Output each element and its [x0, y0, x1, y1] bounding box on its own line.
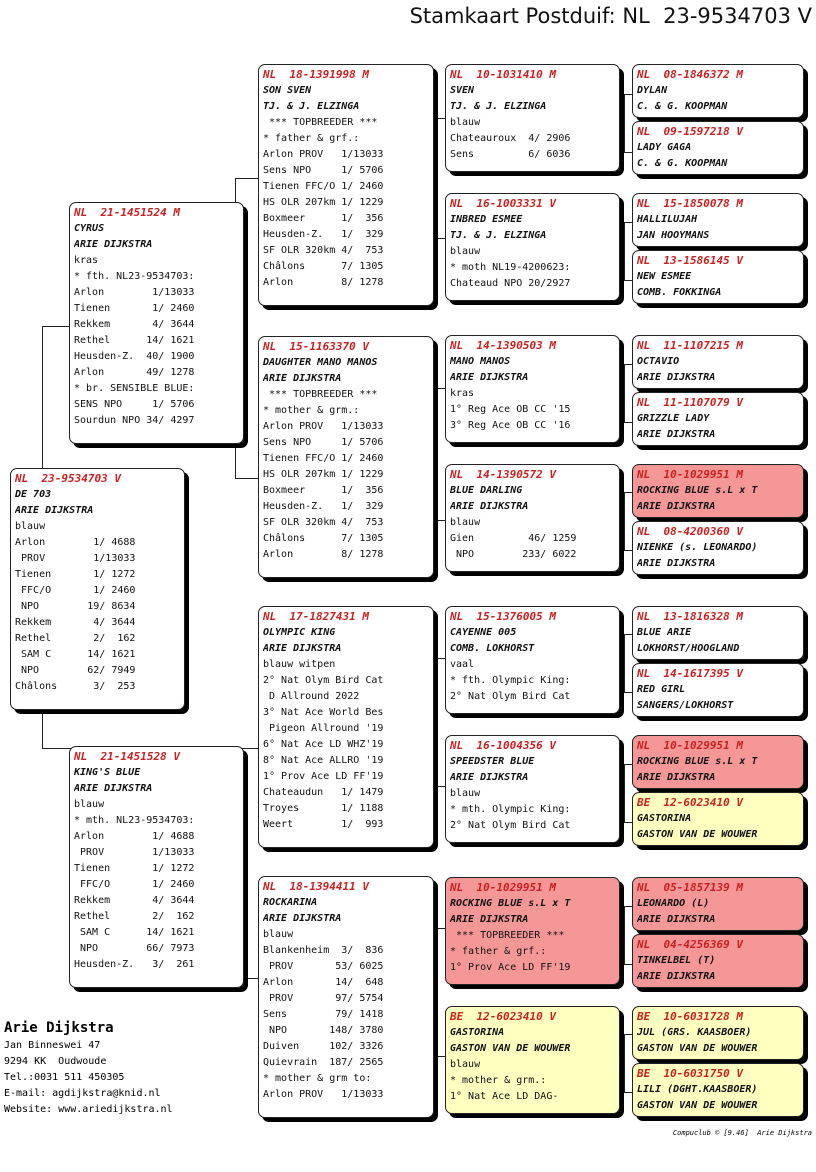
pigeon-card-mffm [632, 663, 804, 717]
breeder-name: TJ. & J. ELZINGA [450, 101, 547, 112]
pigeon-card-ffff [632, 64, 804, 118]
info-line: Pigeon Allround '19 [263, 723, 384, 734]
pigeon-card-mmmm [632, 1063, 804, 1117]
info-line: * br. SENSIBLE BLUE: [74, 383, 195, 394]
info-line: PROV 53/ 6025 [263, 961, 384, 972]
info-line: Tienen FFC/O 1/ 2460 [263, 181, 384, 192]
ring-number: BE 12-6023410 V [637, 796, 743, 809]
pigeon-card-mmfm [632, 934, 804, 988]
info-line: * fth. NL23-9534703: [74, 271, 195, 282]
pigeon-card-mmf [445, 877, 620, 985]
pigeon-card-fm [258, 336, 434, 578]
info-line: *** TOPBREEDER *** [263, 117, 378, 128]
pigeon-card-fmm [445, 464, 620, 572]
pigeon-name: KING'S BLUE [74, 767, 141, 778]
pigeon-card-fff [445, 64, 620, 172]
pigeon-name: OLYMPIC KING [263, 627, 336, 638]
info-line: Chateauroux 4/ 2906 [450, 133, 571, 144]
ring-number: BE 10-6031728 M [637, 1010, 743, 1023]
pigeon-name: NIENKE (s. LEONARDO) [637, 542, 758, 553]
info-line: PROV 1/13033 [15, 553, 136, 564]
ring-number: NL 08-4200360 V [637, 525, 743, 538]
pigeon-card-fmfm [632, 392, 804, 446]
owner-contact [4, 1018, 173, 1118]
info-line: PROV 97/ 5754 [263, 993, 384, 1004]
owner-address: Jan Binneswei 47 [4, 1040, 101, 1051]
info-line: Rethel 2/ 162 [15, 633, 136, 644]
info-line: blauw [450, 246, 481, 257]
info-line: * father & grf.: [450, 946, 547, 957]
pigeon-name: GRIZZLE LADY [637, 413, 710, 424]
ring-number: NL 17-1827431 M [263, 610, 369, 623]
ring-number: NL 09-1597218 V [637, 125, 743, 138]
pigeon-name: OCTAVIO [637, 356, 680, 367]
info-line: Arlon 1/ 4688 [15, 537, 136, 548]
info-line: * mother & grm.: [263, 405, 360, 416]
breeder-name: ARIE DIJKSTRA [74, 783, 153, 794]
info-line: SAM C 14/ 1621 [74, 927, 195, 938]
pigeon-card-mmff [632, 877, 804, 931]
breeder-name: GASTON VAN DE WOUWER [637, 1100, 758, 1111]
info-line: kras [74, 255, 99, 266]
info-line: Duiven 102/ 3326 [263, 1041, 384, 1052]
info-line: SF OLR 320km 4/ 753 [263, 517, 384, 528]
pigeon-name: DAUGHTER MANO MANOS [263, 357, 378, 368]
breeder-name: ARIE DIJKSTRA [637, 501, 716, 512]
info-line: NPO 233/ 6022 [450, 549, 577, 560]
ring-number: NL 18-1391998 M [263, 68, 369, 81]
owner-city: 9294 KK Oudwoude [4, 1056, 107, 1067]
info-line: vaal [450, 659, 475, 670]
pigeon-card-fmff [632, 335, 804, 389]
info-line: Arlon 8/ 1278 [263, 277, 384, 288]
pigeon-card-fffm [632, 121, 804, 175]
info-line: * fth. Olympic King: [450, 675, 571, 686]
info-line: Arlon PROV 1/13033 [263, 421, 384, 432]
info-line: blauw [74, 799, 105, 810]
info-line: * mth. NL23-9534703: [74, 815, 195, 826]
footer-credit: Compuclub © [9.46] Arie Dijkstra [672, 1129, 812, 1137]
breeder-name: GASTON VAN DE WOUWER [637, 829, 758, 840]
pigeon-name: BLUE DARLING [450, 485, 523, 496]
info-line: * mother & grm.: [450, 1075, 547, 1086]
breeder-name: LOKHORST/HOOGLAND [637, 643, 740, 654]
breeder-name: ARIE DIJKSTRA [263, 913, 342, 924]
pigeon-name: TINKELBEL (T) [637, 955, 716, 966]
info-line: Heusden-Z. 40/ 1900 [74, 351, 195, 362]
ring-number: NL 11-1107215 M [637, 339, 743, 352]
info-line: Boxmeer 1/ 356 [263, 213, 384, 224]
info-line: blauw [263, 929, 294, 940]
breeder-name: GASTON VAN DE WOUWER [637, 1043, 758, 1054]
breeder-name: ARIE DIJKSTRA [450, 772, 529, 783]
info-line: 1° Nat Ace LD DAG- [450, 1091, 559, 1102]
info-line: blauw [450, 117, 481, 128]
info-line: Heusden-Z. 1/ 329 [263, 501, 384, 512]
info-line: Arlon 1/ 4688 [74, 831, 195, 842]
info-line: blauw [450, 517, 481, 528]
info-line: Blankenheim 3/ 836 [263, 945, 384, 956]
info-line: Rekkem 4/ 3644 [74, 895, 195, 906]
breeder-name: ARIE DIJKSTRA [263, 643, 342, 654]
info-line: 1° Prov Ace LD FF'19 [263, 771, 384, 782]
info-line: HS OLR 207km 1/ 1229 [263, 197, 384, 208]
pigeon-name: CYRUS [74, 223, 105, 234]
info-line: Châlons 3/ 253 [15, 681, 136, 692]
pigeon-card-father [69, 202, 244, 444]
info-line: Sens NPO 1/ 5706 [263, 437, 384, 448]
info-line: 1° Reg Ace OB CC '15 [450, 404, 571, 415]
owner-email[interactable]: E-mail: agdijkstra@knid.nl [4, 1088, 161, 1099]
breeder-name: GASTON VAN DE WOUWER [450, 1043, 571, 1054]
info-line: Chateaud NPO 20/2927 [450, 278, 571, 289]
pigeon-card-ffmm [632, 250, 804, 304]
info-line: blauw witpen [263, 659, 336, 670]
info-line: * moth NL19-4200623: [450, 262, 571, 273]
breeder-name: TJ. & J. ELZINGA [263, 101, 360, 112]
info-line: 3° Reg Ace OB CC '16 [450, 420, 571, 431]
info-line: SF OLR 320km 4/ 753 [263, 245, 384, 256]
ring-number: NL 11-1107079 V [637, 396, 743, 409]
info-line: Rethel 14/ 1621 [74, 335, 195, 346]
pigeon-name: SVEN [450, 85, 475, 96]
info-line: Chateaudun 1/ 1479 [263, 787, 384, 798]
info-line: Arlon PROV 1/13033 [263, 1089, 384, 1100]
owner-name: Arie Dijkstra [4, 1020, 114, 1036]
ring-number: NL 04-4256369 V [637, 938, 743, 951]
info-line: PROV 1/13033 [74, 847, 195, 858]
pigeon-card-fmf [445, 335, 620, 443]
pigeon-name: ROCKARINA [263, 897, 318, 908]
pigeon-card-fmmm [632, 521, 804, 575]
pigeon-card-mmmf [632, 1006, 804, 1060]
info-line: blauw [15, 521, 46, 532]
pigeon-card-mfmf [632, 735, 804, 789]
pigeon-name: BLUE ARIE [637, 627, 692, 638]
pigeon-name: SPEEDSTER BLUE [450, 756, 535, 767]
info-line: * mth. Olympic King: [450, 804, 571, 815]
breeder-name: ARIE DIJKSTRA [74, 239, 153, 250]
info-line: Boxmeer 1/ 356 [263, 485, 384, 496]
info-line: NPO 62/ 7949 [15, 665, 136, 676]
pigeon-name: ROCKING BLUE s.L x T [637, 485, 758, 496]
info-line: *** TOPBREEDER *** [450, 930, 565, 941]
info-line: kras [450, 388, 475, 399]
pigeon-name: ROCKING BLUE s.L x T [450, 898, 571, 909]
info-line: Tienen 1/ 2460 [74, 303, 195, 314]
pigeon-card-ff [258, 64, 434, 306]
pigeon-name: LILI (DGHT.KAASBOER) [637, 1084, 758, 1095]
info-line: Arlon 49/ 1278 [74, 367, 195, 378]
info-line: 2° Nat Olym Bird Cat [450, 820, 571, 831]
ring-number: NL 15-1163370 V [263, 340, 369, 353]
pigeon-card-subject [10, 468, 185, 710]
pigeon-card-ffm [445, 193, 620, 301]
breeder-name: ARIE DIJKSTRA [637, 772, 716, 783]
info-line: FFC/O 1/ 2460 [15, 585, 136, 596]
pigeon-name: HALLILUJAH [637, 214, 698, 225]
ring-number: NL 10-1029951 M [637, 468, 743, 481]
info-line: NPO 66/ 7973 [74, 943, 195, 954]
breeder-name: C. & G. KOOPMAN [637, 101, 728, 112]
info-line: Tienen 1/ 1272 [15, 569, 136, 580]
info-line: Heusden-Z. 3/ 261 [74, 959, 195, 970]
breeder-name: COMB. FOKKINGA [637, 287, 722, 298]
breeder-name: TJ. & J. ELZINGA [450, 230, 547, 241]
info-line: D Allround 2022 [263, 691, 360, 702]
ring-number: NL 14-1617395 V [637, 667, 743, 680]
info-line: Troyes 1/ 1188 [263, 803, 384, 814]
info-line: Heusden-Z. 1/ 329 [263, 229, 384, 240]
info-line: 6° Nat Ace LD WHZ'19 [263, 739, 384, 750]
info-line: *** TOPBREEDER *** [263, 389, 378, 400]
info-line: 8° Nat Ace ALLRO '19 [263, 755, 384, 766]
ring-number: BE 12-6023410 V [450, 1010, 556, 1023]
ring-number: NL 15-1850078 M [637, 197, 743, 210]
breeder-name: ARIE DIJKSTRA [450, 914, 529, 925]
pigeon-card-mfm [445, 735, 620, 843]
ring-number: NL 10-1029951 M [450, 881, 556, 894]
info-line: Châlons 7/ 1305 [263, 533, 384, 544]
pigeon-name: INBRED ESMEE [450, 214, 523, 225]
breeder-name: ARIE DIJKSTRA [637, 558, 716, 569]
info-line: * father & grf.: [263, 133, 360, 144]
pigeon-card-mmm [445, 1006, 620, 1114]
pigeon-name: LADY GAGA [637, 142, 692, 153]
ring-number: NL 10-1029951 M [637, 739, 743, 752]
owner-phone: Tel.:0031 511 450305 [4, 1072, 125, 1083]
info-line: Arlon PROV 1/13033 [263, 149, 384, 160]
info-line: Rekkem 4/ 3644 [74, 319, 195, 330]
ring-number: NL 14-1390572 V [450, 468, 556, 481]
ring-number: NL 21-1451524 M [74, 206, 180, 219]
info-line: 2° Nat Olym Bird Cat [450, 691, 571, 702]
breeder-name: COMB. LOKHORST [450, 643, 535, 654]
breeder-name: ARIE DIJKSTRA [450, 372, 529, 383]
info-line: NPO 148/ 3780 [263, 1025, 384, 1036]
info-line: Tienen FFC/O 1/ 2460 [263, 453, 384, 464]
pigeon-name: LEONARDO (L) [637, 898, 710, 909]
pigeon-name: JUL (GRS. KAASBOER) [637, 1027, 752, 1038]
info-line: Sens 79/ 1418 [263, 1009, 384, 1020]
info-line: Weert 1/ 993 [263, 819, 384, 830]
pigeon-name: ROCKING BLUE s.L x T [637, 756, 758, 767]
info-line: Gien 46/ 1259 [450, 533, 577, 544]
pigeon-card-mff [445, 606, 620, 714]
ring-number: NL 13-1586145 V [637, 254, 743, 267]
pigeon-card-mf [258, 606, 434, 848]
info-line: HS OLR 207km 1/ 1229 [263, 469, 384, 480]
ring-number: NL 16-1003331 V [450, 197, 556, 210]
info-line: Châlons 7/ 1305 [263, 261, 384, 272]
info-line: * mother & grm to: [263, 1073, 372, 1084]
breeder-name: ARIE DIJKSTRA [450, 501, 529, 512]
pigeon-card-mm [258, 876, 434, 1118]
breeder-name: ARIE DIJKSTRA [637, 372, 716, 383]
pigeon-name: CAYENNE 005 [450, 627, 517, 638]
breeder-name: JAN HOOYMANS [637, 230, 710, 241]
page-title: Stamkaart Postduif: NL 23-9534703 V [409, 4, 812, 28]
breeder-name: ARIE DIJKSTRA [637, 429, 716, 440]
info-line: Arlon 8/ 1278 [263, 549, 384, 560]
pigeon-card-ffmf [632, 193, 804, 247]
info-line: Sens NPO 1/ 5706 [263, 165, 384, 176]
pigeon-name: GASTORINA [637, 813, 692, 824]
breeder-name: ARIE DIJKSTRA [637, 914, 716, 925]
info-line: Rethel 2/ 162 [74, 911, 195, 922]
ring-number: NL 14-1390503 M [450, 339, 556, 352]
info-line: NPO 19/ 8634 [15, 601, 136, 612]
info-line: blauw [450, 1059, 481, 1070]
pigeon-name: DYLAN [637, 85, 668, 96]
pigeon-card-mother [69, 746, 244, 988]
pigeon-name: RED GIRL [637, 684, 686, 695]
info-line: Sens 6/ 6036 [450, 149, 571, 160]
ring-number: NL 15-1376005 M [450, 610, 556, 623]
pigeon-name: NEW ESMEE [637, 271, 692, 282]
ring-number: NL 13-1816328 M [637, 610, 743, 623]
pigeon-card-mfff [632, 606, 804, 660]
info-line: SENS NPO 1/ 5706 [74, 399, 195, 410]
pigeon-name: SON SVEN [263, 85, 312, 96]
info-line: FFC/O 1/ 2460 [74, 879, 195, 890]
ring-number: NL 23-9534703 V [15, 472, 121, 485]
ring-number: BE 10-6031750 V [637, 1067, 743, 1080]
ring-number: NL 18-1394411 V [263, 880, 369, 893]
info-line: Arlon 1/13033 [74, 287, 195, 298]
ring-number: NL 08-1846372 M [637, 68, 743, 81]
pigeon-name: MANO MANOS [450, 356, 511, 367]
pigeon-card-mfmm [632, 792, 804, 846]
info-line: blauw [450, 788, 481, 799]
breeder-name: ARIE DIJKSTRA [637, 971, 716, 982]
breeder-name: SANGERS/LOKHORST [637, 700, 734, 711]
info-line: Quievrain 187/ 2565 [263, 1057, 384, 1068]
ring-number: NL 21-1451528 V [74, 750, 180, 763]
pigeon-name: DE 703 [15, 489, 52, 500]
pigeon-name: GASTORINA [450, 1027, 505, 1038]
info-line: Sourdun NPO 34/ 4297 [74, 415, 195, 426]
info-line: 1° Prov Ace LD FF'19 [450, 962, 571, 973]
info-line: Rekkem 4/ 3644 [15, 617, 136, 628]
breeder-name: ARIE DIJKSTRA [15, 505, 94, 516]
owner-website[interactable]: Website: www.ariedijkstra.nl [4, 1104, 173, 1115]
breeder-name: ARIE DIJKSTRA [263, 373, 342, 384]
breeder-name: C. & G. KOOPMAN [637, 158, 728, 169]
ring-number: NL 10-1031410 M [450, 68, 556, 81]
info-line: Tienen 1/ 1272 [74, 863, 195, 874]
ring-number: NL 05-1857139 M [637, 881, 743, 894]
info-line: Arlon 14/ 648 [263, 977, 384, 988]
info-line: 3° Nat Ace World Bes [263, 707, 384, 718]
info-line: SAM C 14/ 1621 [15, 649, 136, 660]
info-line: 2° Nat Olym Bird Cat [263, 675, 384, 686]
pigeon-card-fmmf [632, 464, 804, 518]
ring-number: NL 16-1004356 V [450, 739, 556, 752]
